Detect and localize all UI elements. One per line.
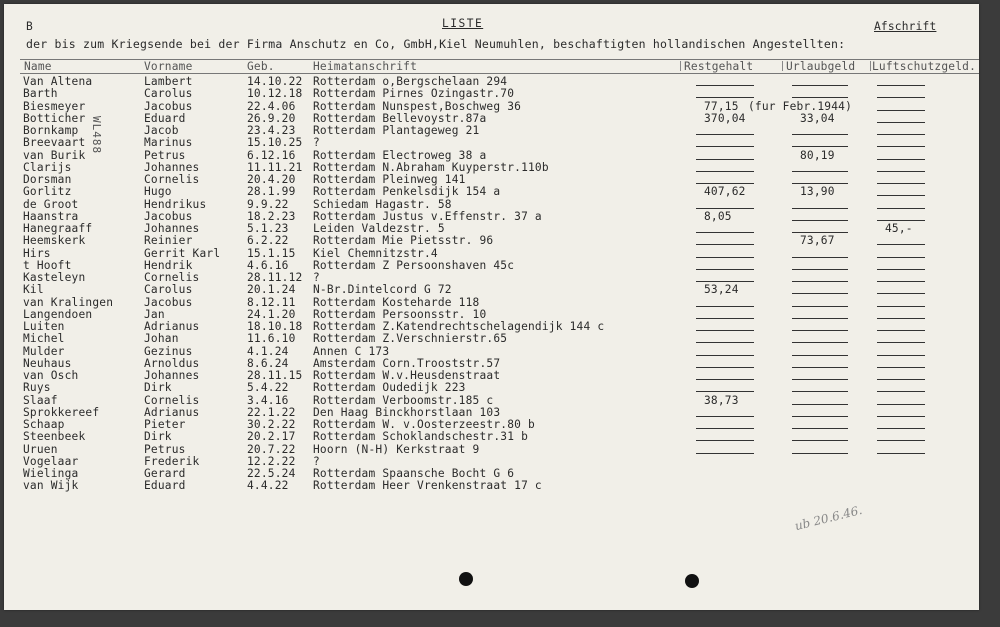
header-restgehalt: Restgehalt bbox=[684, 60, 754, 73]
empty-dash-urlaubgeld bbox=[792, 232, 848, 233]
header-name: Name bbox=[24, 60, 52, 73]
empty-dash-restgehalt bbox=[696, 97, 754, 98]
cell-geb: 10.12.18 bbox=[247, 87, 303, 101]
cell-heimat: Rotterdam Schoklandschestr.31 b bbox=[313, 430, 528, 444]
cell-luftschutzgeld: 45,- bbox=[885, 222, 913, 235]
empty-dash-restgehalt bbox=[696, 342, 754, 343]
cell-name: Hirs bbox=[23, 246, 51, 260]
empty-dash-luftschutzgeld bbox=[877, 220, 925, 221]
cell-name: Luiten bbox=[23, 320, 65, 333]
cell-vorname: Jacobus bbox=[144, 295, 193, 309]
cell-name: Steenbeek bbox=[23, 430, 86, 444]
cell-vorname: Petrus bbox=[144, 148, 186, 162]
empty-dash-restgehalt bbox=[696, 379, 754, 380]
empty-dash-luftschutzgeld bbox=[877, 257, 925, 258]
empty-dash-urlaubgeld bbox=[792, 257, 848, 258]
empty-dash-urlaubgeld bbox=[792, 428, 848, 429]
empty-dash-luftschutzgeld bbox=[877, 195, 925, 196]
empty-dash-urlaubgeld bbox=[792, 453, 848, 454]
cell-vorname: Cornelis bbox=[144, 173, 200, 186]
copy-label: Afschrift bbox=[874, 20, 937, 33]
cell-heimat: Schiedam Hagastr. 58 bbox=[313, 197, 452, 211]
cell-restgehalt: 77,15 bbox=[704, 99, 739, 113]
empty-dash-restgehalt bbox=[696, 453, 754, 454]
cell-vorname: Jacobus bbox=[144, 99, 193, 113]
cell-heimat: Rotterdam Spaansche Bocht G 6 bbox=[313, 467, 515, 480]
margin-note: WL488 bbox=[90, 116, 103, 155]
empty-dash-restgehalt bbox=[696, 85, 754, 86]
empty-dash-restgehalt bbox=[696, 183, 754, 184]
cell-name: Uruen bbox=[23, 442, 58, 456]
empty-dash-luftschutzgeld bbox=[877, 342, 925, 343]
empty-dash-urlaubgeld bbox=[792, 97, 848, 98]
cell-name: de Groot bbox=[23, 197, 79, 211]
empty-dash-restgehalt bbox=[696, 244, 754, 245]
empty-dash-luftschutzgeld bbox=[877, 159, 925, 160]
cell-geb: 22.5.24 bbox=[247, 467, 296, 480]
cell-heimat: Rotterdam W.v.Heusdenstraat bbox=[313, 369, 501, 382]
empty-dash-urlaubgeld bbox=[792, 146, 848, 147]
cell-name: van Wijk bbox=[23, 479, 79, 493]
cell-geb: 26.9.20 bbox=[247, 111, 296, 125]
cell-geb: 11.11.21 bbox=[247, 160, 303, 174]
cell-geb: 18.10.18 bbox=[247, 320, 303, 333]
cell-heimat: Rotterdam Electroweg 38 a bbox=[313, 148, 487, 162]
empty-dash-luftschutzgeld bbox=[877, 281, 925, 282]
cell-geb: 15.10.25 bbox=[247, 136, 303, 150]
cell-geb: 8.12.11 bbox=[247, 295, 296, 309]
empty-dash-urlaubgeld bbox=[792, 440, 848, 441]
cell-geb: 8.6.24 bbox=[247, 356, 289, 370]
column-divider bbox=[680, 61, 681, 71]
empty-dash-urlaubgeld bbox=[792, 269, 848, 270]
empty-dash-luftschutzgeld bbox=[877, 208, 925, 209]
cell-geb: 4.6.16 bbox=[247, 258, 289, 272]
cell-geb: 6.2.22 bbox=[247, 234, 289, 248]
empty-dash-urlaubgeld bbox=[792, 85, 848, 86]
cell-heimat: Hoorn (N-H) Kerkstraat 9 bbox=[313, 442, 480, 456]
empty-dash-urlaubgeld bbox=[792, 220, 848, 221]
cell-geb: 20.4.20 bbox=[247, 173, 296, 186]
cell-heimat: N-Br.Dintelcord G 72 bbox=[313, 283, 452, 297]
document-subtitle: der bis zum Kriegsende bei der Firma Anschutz en Co, GmbH,Kiel Neumuhlen, beschaftigten hollandischen Angestellten: bbox=[26, 37, 846, 51]
document-title: LISTE bbox=[442, 17, 484, 30]
cell-heimat: Rotterdam o,Bergschelaan 294 bbox=[313, 75, 508, 88]
empty-dash-luftschutzgeld bbox=[877, 97, 925, 98]
cell-heimat: Rotterdam Persoonsstr. 10 bbox=[313, 307, 487, 321]
empty-dash-urlaubgeld bbox=[792, 171, 848, 172]
cell-name: Schaap bbox=[23, 418, 65, 431]
cell-heimat: Rotterdam Kosteharde 118 bbox=[313, 295, 480, 309]
empty-dash-urlaubgeld bbox=[792, 342, 848, 343]
cell-heimat: Rotterdam Oudedijk 223 bbox=[313, 381, 466, 395]
empty-dash-luftschutzgeld bbox=[877, 453, 925, 454]
empty-dash-urlaubgeld bbox=[792, 367, 848, 368]
cell-name: Botticher bbox=[23, 111, 86, 125]
cell-heimat: Kiel Chemnitzstr.4 bbox=[313, 246, 438, 260]
empty-dash-restgehalt bbox=[696, 391, 754, 392]
cell-vorname: Gerrit Karl bbox=[144, 246, 221, 260]
cell-geb: 18.2.23 bbox=[247, 209, 296, 223]
cell-vorname: Cornelis bbox=[144, 271, 200, 284]
empty-dash-urlaubgeld bbox=[792, 330, 848, 331]
empty-dash-urlaubgeld bbox=[792, 416, 848, 417]
cell-geb: 5.1.23 bbox=[247, 222, 289, 235]
empty-dash-luftschutzgeld bbox=[877, 428, 925, 429]
empty-dash-luftschutzgeld bbox=[877, 85, 925, 86]
cell-geb: 12.2.22 bbox=[247, 454, 296, 468]
cell-name: Hanegraaff bbox=[23, 222, 93, 235]
column-divider bbox=[870, 61, 871, 71]
cell-name: Langendoen bbox=[23, 307, 93, 321]
empty-dash-luftschutzgeld bbox=[877, 269, 925, 270]
cell-heimat: Rotterdam Heer Vrenkenstraat 17 c bbox=[313, 479, 542, 493]
cell-heimat: Rotterdam Mie Pietsstr. 96 bbox=[313, 234, 494, 248]
cell-name: Van Altena bbox=[23, 75, 93, 88]
cell-geb: 20.2.17 bbox=[247, 430, 296, 444]
cell-name: Heemskerk bbox=[23, 234, 86, 248]
empty-dash-luftschutzgeld bbox=[877, 293, 925, 294]
cell-heimat: Amsterdam Corn.Trooststr.57 bbox=[313, 356, 501, 370]
cell-vorname: Jacobus bbox=[144, 209, 193, 223]
cell-geb: 4.1.24 bbox=[247, 344, 289, 358]
empty-dash-urlaubgeld bbox=[792, 404, 848, 405]
cell-heimat: Rotterdam W. v.Oosterzeestr.80 b bbox=[313, 418, 535, 431]
document-page bbox=[4, 4, 979, 610]
empty-dash-urlaubgeld bbox=[792, 391, 848, 392]
cell-vorname: Petrus bbox=[144, 442, 186, 456]
cell-vorname: Adrianus bbox=[144, 405, 200, 419]
cell-vorname: Eduard bbox=[144, 111, 186, 125]
cell-name: Wielinga bbox=[23, 467, 79, 480]
header-vorname: Vorname bbox=[144, 60, 193, 73]
empty-dash-urlaubgeld bbox=[792, 281, 848, 282]
cell-geb: 15.1.15 bbox=[247, 246, 296, 260]
cell-geb: 5.4.22 bbox=[247, 381, 289, 395]
cell-name: Clarijs bbox=[23, 160, 72, 174]
cell-urlaubgeld: 73,67 bbox=[800, 234, 835, 248]
cell-name: t Hooft bbox=[23, 258, 72, 272]
cell-geb: 22.4.06 bbox=[247, 99, 296, 113]
empty-dash-urlaubgeld bbox=[792, 134, 848, 135]
cell-name: Neuhaus bbox=[23, 356, 72, 370]
cell-vorname: Frederik bbox=[144, 454, 200, 468]
cell-geb: 11.6.10 bbox=[247, 332, 296, 346]
cell-vorname: Arnoldus bbox=[144, 356, 200, 370]
empty-dash-luftschutzgeld bbox=[877, 183, 925, 184]
empty-dash-luftschutzgeld bbox=[877, 391, 925, 392]
empty-dash-urlaubgeld bbox=[792, 379, 848, 380]
empty-dash-luftschutzgeld bbox=[877, 171, 925, 172]
cell-name: Bornkamp bbox=[23, 124, 79, 137]
header-geb: Geb. bbox=[247, 60, 275, 73]
cell-vorname: Hendrik bbox=[144, 258, 193, 272]
cell-name: Michel bbox=[23, 332, 65, 346]
cell-geb: 6.12.16 bbox=[247, 148, 296, 162]
empty-dash-luftschutzgeld bbox=[877, 306, 925, 307]
empty-dash-restgehalt bbox=[696, 134, 754, 135]
cell-name: Ruys bbox=[23, 381, 51, 395]
punch-hole bbox=[459, 572, 473, 586]
cell-heimat: Rotterdam N.Abraham Kuyperstr.110b bbox=[313, 160, 549, 174]
cell-vorname: Pieter bbox=[144, 418, 186, 431]
cell-heimat: ? bbox=[313, 271, 320, 284]
cell-name: Haanstra bbox=[23, 209, 79, 223]
header-urlaubgeld: Urlaubgeld bbox=[786, 60, 856, 73]
empty-dash-urlaubgeld bbox=[792, 293, 848, 294]
cell-vorname: Johannes bbox=[144, 222, 200, 235]
empty-dash-restgehalt bbox=[696, 257, 754, 258]
cell-geb: 20.1.24 bbox=[247, 283, 296, 297]
header-heimat: Heimatanschrift bbox=[313, 60, 418, 73]
empty-dash-luftschutzgeld bbox=[877, 440, 925, 441]
cell-vorname: Gezinus bbox=[144, 344, 193, 358]
cell-restgehalt: 8,05 bbox=[704, 209, 732, 223]
empty-dash-urlaubgeld bbox=[792, 355, 848, 356]
cell-name: Biesmeyer bbox=[23, 99, 86, 113]
empty-dash-luftschutzgeld bbox=[877, 330, 925, 331]
cell-heimat: Rotterdam Plantageweg 21 bbox=[313, 124, 480, 137]
cell-geb: 9.9.22 bbox=[247, 197, 289, 211]
cell-geb: 28.1.99 bbox=[247, 185, 296, 199]
cell-urlaubgeld: 80,19 bbox=[800, 148, 835, 162]
cell-geb: 3.4.16 bbox=[247, 393, 289, 407]
empty-dash-luftschutzgeld bbox=[877, 110, 925, 111]
cell-vorname: Carolus bbox=[144, 283, 193, 297]
empty-dash-restgehalt bbox=[696, 428, 754, 429]
cell-heimat: Rotterdam Bellevoystr.87a bbox=[313, 111, 487, 125]
cell-name: Breevaart bbox=[23, 136, 86, 150]
cell-heimat: Den Haag Binckhorstlaan 103 bbox=[313, 405, 501, 419]
cell-restgehalt: 407,62 bbox=[704, 185, 746, 199]
cell-name: Dorsman bbox=[23, 173, 72, 186]
cell-heimat: ? bbox=[313, 136, 320, 150]
cell-vorname: Hugo bbox=[144, 185, 172, 199]
cell-vorname: Adrianus bbox=[144, 320, 200, 333]
cell-vorname: Jan bbox=[144, 307, 165, 321]
cell-heimat: Rotterdam Z.Verschnierstr.65 bbox=[313, 332, 508, 346]
empty-dash-restgehalt bbox=[696, 306, 754, 307]
cell-heimat: Rotterdam Pleinweg 141 bbox=[313, 173, 466, 186]
cell-name: Vogelaar bbox=[23, 454, 79, 468]
empty-dash-restgehalt bbox=[696, 416, 754, 417]
cell-vorname: Reinier bbox=[144, 234, 193, 248]
empty-dash-restgehalt bbox=[696, 269, 754, 270]
empty-dash-luftschutzgeld bbox=[877, 134, 925, 135]
cell-name: Kasteleyn bbox=[23, 271, 86, 284]
cell-urlaubgeld: 13,90 bbox=[800, 185, 835, 199]
cell-urlaubgeld: 33,04 bbox=[800, 111, 835, 125]
cell-vorname: Cornelis bbox=[144, 393, 200, 407]
cell-geb: 24.1.20 bbox=[247, 307, 296, 321]
cell-heimat: Annen C 173 bbox=[313, 344, 390, 358]
column-divider bbox=[782, 61, 783, 71]
cell-heimat: Leiden Valdezstr. 5 bbox=[313, 222, 445, 235]
cell-vorname: Eduard bbox=[144, 479, 186, 493]
cell-vorname: Marinus bbox=[144, 136, 193, 150]
empty-dash-luftschutzgeld bbox=[877, 318, 925, 319]
empty-dash-luftschutzgeld bbox=[877, 122, 925, 123]
cell-restgehalt: 38,73 bbox=[704, 393, 739, 407]
empty-dash-restgehalt bbox=[696, 440, 754, 441]
empty-dash-restgehalt bbox=[696, 159, 754, 160]
empty-dash-luftschutzgeld bbox=[877, 244, 925, 245]
cell-heimat: Rotterdam Verboomstr.185 c bbox=[313, 393, 494, 407]
cell-geb: 30.2.22 bbox=[247, 418, 296, 431]
cell-vorname: Dirk bbox=[144, 430, 172, 444]
cell-name: van Burik bbox=[23, 148, 86, 162]
empty-dash-restgehalt bbox=[696, 281, 754, 282]
empty-dash-urlaubgeld bbox=[792, 306, 848, 307]
empty-dash-urlaubgeld bbox=[792, 208, 848, 209]
header-luftschutzgeld: Luftschutzgeld. bbox=[872, 60, 977, 73]
empty-dash-luftschutzgeld bbox=[877, 146, 925, 147]
pencil-annotation: ub 20.6.46. bbox=[793, 502, 864, 534]
empty-dash-restgehalt bbox=[696, 318, 754, 319]
cell-name: Kil bbox=[23, 283, 44, 297]
cell-geb: 28.11.15 bbox=[247, 369, 303, 382]
header-bottom-rule bbox=[20, 73, 979, 74]
cell-vorname: Johannes bbox=[144, 160, 200, 174]
cell-name: van Kralingen bbox=[23, 295, 114, 309]
cell-name: Barth bbox=[23, 87, 58, 101]
cell-geb: 20.7.22 bbox=[247, 442, 296, 456]
cell-name: Mulder bbox=[23, 344, 65, 358]
cell-name: van Osch bbox=[23, 369, 79, 382]
empty-dash-restgehalt bbox=[696, 146, 754, 147]
cell-vorname: Hendrikus bbox=[144, 197, 207, 211]
cell-heimat: Rotterdam Pirnes Ozingastr.70 bbox=[313, 87, 515, 101]
empty-dash-urlaubgeld bbox=[792, 183, 848, 184]
cell-geb: 23.4.23 bbox=[247, 124, 296, 137]
cell-geb: 28.11.12 bbox=[247, 271, 303, 284]
cell-vorname: Dirk bbox=[144, 381, 172, 395]
cell-heimat: Rotterdam Nunspest,Boschweg 36 bbox=[313, 99, 522, 113]
cell-geb: 22.1.22 bbox=[247, 405, 296, 419]
cell-heimat: Rotterdam Z.Katendrechtschelagendijk 144 c bbox=[313, 320, 605, 333]
cell-name: Gorlitz bbox=[23, 185, 72, 199]
empty-dash-restgehalt bbox=[696, 355, 754, 356]
cell-heimat: Rotterdam Penkelsdijk 154 a bbox=[313, 185, 501, 199]
cell-vorname: Carolus bbox=[144, 87, 193, 101]
cell-vorname: Jacob bbox=[144, 124, 179, 137]
cell-restgehalt: 53,24 bbox=[704, 283, 739, 297]
cell-vorname: Lambert bbox=[144, 75, 193, 88]
cell-heimat: ? bbox=[313, 454, 320, 468]
empty-dash-luftschutzgeld bbox=[877, 404, 925, 405]
empty-dash-restgehalt bbox=[696, 232, 754, 233]
cell-restgehalt: 370,04 bbox=[704, 111, 746, 125]
punch-hole bbox=[685, 574, 699, 588]
empty-dash-luftschutzgeld bbox=[877, 355, 925, 356]
cell-name: Sprokkereef bbox=[23, 405, 100, 419]
cell-heimat: Rotterdam Z Persoonshaven 45c bbox=[313, 258, 515, 272]
cell-vorname: Gerard bbox=[144, 467, 186, 480]
empty-dash-restgehalt bbox=[696, 171, 754, 172]
page-mark: B bbox=[26, 20, 33, 33]
empty-dash-restgehalt bbox=[696, 330, 754, 331]
empty-dash-restgehalt bbox=[696, 367, 754, 368]
cell-vorname: Johannes bbox=[144, 369, 200, 382]
cell-urlaubgeld: (fur Febr.1944) bbox=[748, 99, 853, 113]
empty-dash-urlaubgeld bbox=[792, 318, 848, 319]
cell-name: Slaaf bbox=[23, 393, 58, 407]
empty-dash-luftschutzgeld bbox=[877, 416, 925, 417]
cell-vorname: Johan bbox=[144, 332, 179, 346]
cell-geb: 4.4.22 bbox=[247, 479, 289, 493]
cell-heimat: Rotterdam Justus v.Effenstr. 37 a bbox=[313, 209, 542, 223]
cell-geb: 14.10.22 bbox=[247, 75, 303, 88]
empty-dash-luftschutzgeld bbox=[877, 367, 925, 368]
empty-dash-luftschutzgeld bbox=[877, 379, 925, 380]
empty-dash-restgehalt bbox=[696, 208, 754, 209]
